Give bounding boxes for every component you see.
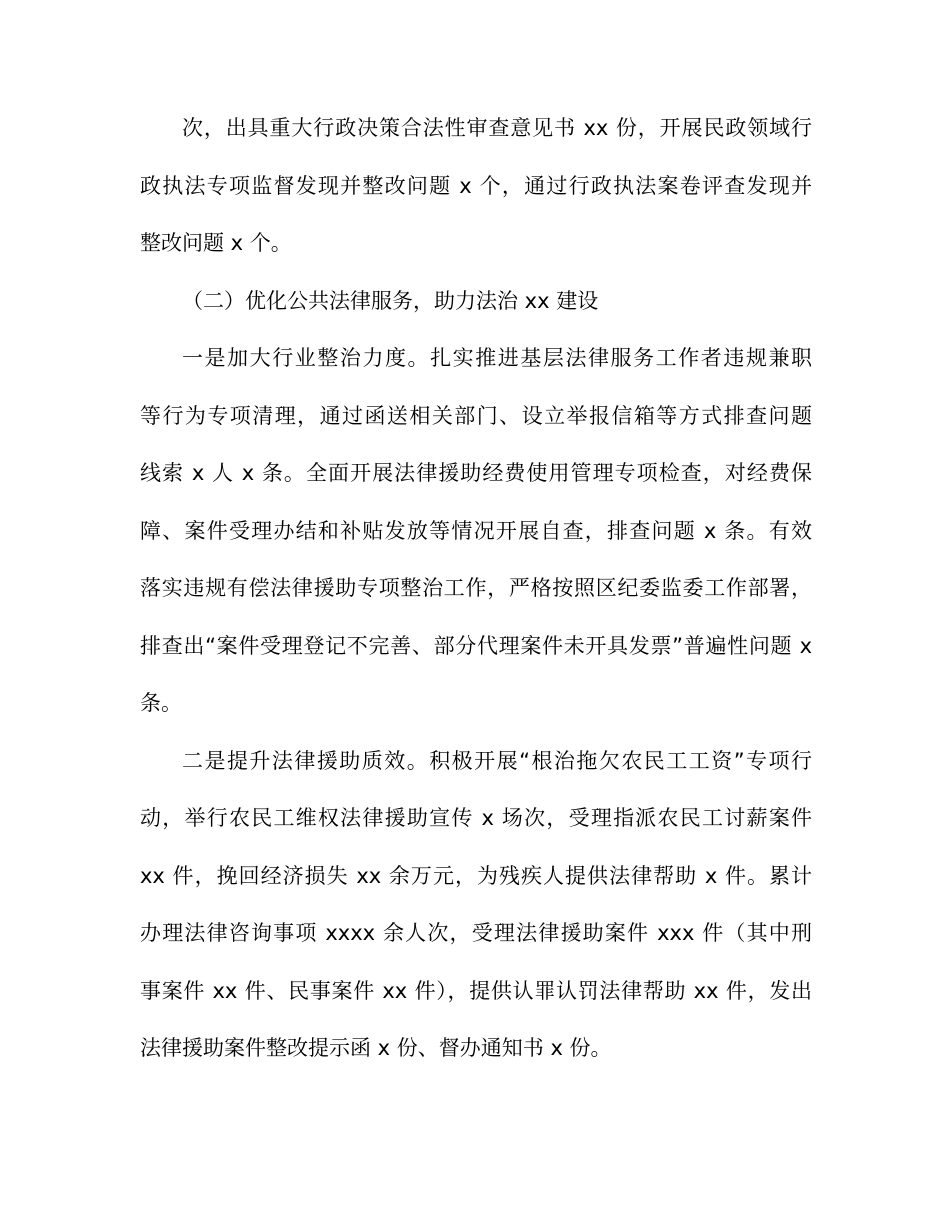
paragraph-line: 条。	[140, 691, 182, 715]
paragraph-line: 排查出“案件受理登记不完善、部分代理案件未开具发票”普遍性问题 x	[140, 633, 812, 658]
paragraph-line: xx 件，挽回经济损失 xx 余万元，为残疾人提供法律帮助 x 件。累计	[140, 863, 812, 888]
paragraph-line: 落实违规有偿法律援助专项整治工作，严格按照区纪委监委工作部署，	[140, 576, 812, 600]
paragraph-line: 次，出具重大行政决策合法性审查意见书 xx 份，开展民政领域行	[182, 116, 812, 140]
paragraph-line: 线索 x 人 x 条。全面开展法律援助经费使用管理专项检查，对经费保	[140, 461, 812, 485]
paragraph-line: 法律援助案件整改提示函 x 份、督办通知书 x 份。	[140, 1036, 612, 1060]
paragraph-line: 等行为专项清理，通过函送相关部门、设立举报信箱等方式排查问题	[140, 403, 812, 428]
paragraph-line: 障、案件受理办结和补贴发放等情况开展自查，排查问题 x 条。有效	[140, 518, 812, 543]
paragraph-line: 动，举行农民工维权法律援助宣传 x 场次，受理指派农民工讨薪案件	[140, 806, 812, 830]
paragraph-line: 政执法专项监督发现并整改问题 x 个，通过行政执法案卷评查发现并	[140, 173, 812, 198]
paragraph-line: 事案件 xx 件、民事案件 xx 件），提供认罪认罚法律帮助 xx 件，发出	[140, 978, 812, 1003]
paragraph-line: 办理法律咨询事项 xxxx 余人次，受理法律援助案件 xxx 件（其中刑	[140, 921, 812, 945]
document-body	[140, 100, 812, 1078]
paragraph-line: 整改问题 x 个。	[140, 231, 292, 255]
section-heading: （二）优化公共法律服务，助力法治 xx 建设	[182, 288, 599, 313]
paragraph-line: 二是提升法律援助质效。积极开展“根治拖欠农民工工资”专项行	[182, 748, 812, 773]
paragraph-line: 一是加大行业整治力度。扎实推进基层法律服务工作者违规兼职	[182, 346, 812, 370]
